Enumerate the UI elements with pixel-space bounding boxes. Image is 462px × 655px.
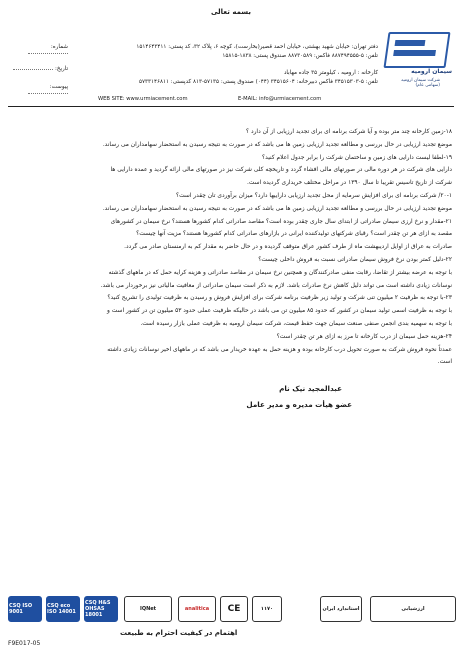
attachment-field (10, 84, 68, 96)
body-line: ۲۲-دلیل کمتر بودن نرخ فروش سیمان صادراتی نسبت به فروش داخلی چیست؟ (258, 256, 452, 263)
body-line: ۱۸-زمین کارخانه چند متر بوده و آیا شرکت برنامه ای برای تجدید ارزیابی از آن دارد ؟ (245, 129, 452, 135)
form-code: F9E017-05 (8, 640, 41, 647)
company-slogan: اهتمام در کیفیت احترام به طبیعت (120, 629, 238, 637)
number-label: شماره: (50, 44, 68, 50)
standard-1170-badge: ۱۱۷۰ (252, 596, 282, 622)
date-field (10, 66, 68, 72)
website: WEB SITE: www.urmiacement.com (98, 96, 188, 102)
body-line: ۲۴-هزینه حمل سیمان از درب کارخانه تا مرز به ازای هر تن چقدر است؟ (276, 333, 452, 340)
company-logo (386, 30, 452, 86)
body-line: ۱۹-لطفا لیست دارایی های زمین و ساختمان شرکت را برابر جدول اعلام کنید؟ (262, 154, 452, 161)
basmala-heading: بسمه تعالی (210, 8, 252, 16)
body-line: نوسانات زیادی داشته است می تواند دلیل کاهش نرخ صادرات باشد. لازم به ذکر است سیمان صادراتی از معافیت مالیاتی نیز برخوردار می باشد. (100, 282, 452, 289)
body-line: است. (437, 359, 452, 366)
email: E-MAIL: info@urmiacement.com (238, 96, 322, 102)
logo-company-subtitle: شرکت سیمان ارومیه (سهامی عام) (401, 78, 440, 88)
factory-phone: تلفن: ۵-۳۴۵۱۵۳۰۳ فاکس دبیرخانه: ۳۴۵۱۵۶۰۴ (۰۴۴) صندوق پستی: ۵۷۱۳۵-۸۱۳ کدپستی: ۵۷۳۳۱۴۶۸۱۱ (138, 79, 378, 85)
letter-body (10, 126, 452, 369)
csq-ohsas-badge: CSQ H&S OHSAS 18001 (84, 596, 118, 622)
number-field (10, 44, 68, 56)
iqnet-badge: IQNet (124, 596, 172, 622)
evaluation-badge: ارزشیابی (370, 596, 456, 622)
factory-address: کارخانه : ارومیه ، کیلومتر ۳۵ جاده مهاباد (283, 70, 378, 76)
header-divider (8, 106, 454, 107)
certification-logos (8, 596, 454, 624)
body-line: دارایی های شرکت در هر دوره مالی در صورتهای مالی افشاء گردد و تاریخچه کلی شرکت نیز در صورتهای مالی ارائه گردید و عمده دارایی ها (110, 167, 452, 174)
body-line: ۲۱-مقدار و نرخ ارزی سیمان صادراتی از ابتدای سال جاری چقدر بوده است؟ مقاصد صادراتی کدام کشورها هستند؟ نرخ سیمان در کشورهای (110, 218, 452, 225)
body-line: ۲۰-۱/ شرکت برنامه ای برای افزایش سرمایه از محل تجدید ارزیابی داراییها دارد؟ میزان برآوردی تان چقدر است؟ (175, 192, 452, 199)
body-line: عمدتاً نحوه فروش شرکت به صورت تحویل درب کارخانه بوده و هزینه حمل به عهده خریدار می باشد که در ماههای اخیر نوسانات زیادی داشته (107, 346, 452, 353)
body-line: شرکت از تاریخ تاسیس تقریبا تا سال ۱۳۹۰ در مراحل مختلف خریداری گردیده است. (246, 180, 452, 187)
body-line: با توجه به عرضه بیشتر از تقاضا، رقابت منفی صادرکنندگان و همچنین نرخ سیمان در مقاصد صادراتی و هزینه کرایه حمل که در ماههای گذشته (108, 269, 452, 276)
logo-mark-icon (383, 32, 450, 68)
analitica-badge: analitica (178, 596, 216, 622)
body-line: موضع تجدید ارزیابی در حال بررسی و مطالعه تجدید ارزیابی زمین ها می باشد که در صورت به نتیجه رسیدن به استحضار سهامداران می رساند. (102, 205, 452, 212)
date-label: تاریخ: (54, 66, 68, 72)
csq-iso14001-badge: CSQ eco ISO 14001 (46, 596, 80, 622)
body-line: مقصد به ازای هر تن چقدر است؟ رقبای شرکتهای تولیدکننده ایرانی در بازارهای صادراتی کدام کشورها هستند؟ مزیت آنها چیست؟ (136, 231, 452, 238)
body-line: ۲۳-با توجه به ظرفیت ۲ میلیون تنی شرکت و تولید زیر ظرفیت برنامه شرکت برای افزایش فروش و رسیدن به ظرفیت تولیدی را تشریح کنید؟ (107, 295, 452, 302)
signer-title: عضو هیأت مدیره و مدیر عامل (246, 400, 352, 409)
iran-standard-badge: استاندارد ایران (320, 596, 362, 622)
body-line: با توجه به ظرفیت اسمی تولید سیمان در کشور که حدود ۸۵ میلیون تن می باشد در حالیکه ظرفیت عملی حدود ۵۳ میلیون تن در کشور است و (107, 308, 452, 315)
signer-name: عبدالمجید نیک نام (279, 384, 342, 393)
body-line: صادرات به عراق از اوایل اردیبهشت ماه از طرف کشور عراق متوقف گردیده و در حال حاضر به مقدار کم به ارمنستان صادر می گردد. (124, 244, 452, 251)
logo-company-name: سیمان ارومیه (411, 68, 452, 75)
csq-iso9001-badge: CSQ ISO 9001 (8, 596, 42, 622)
body-line: با توجه به سهمیه بندی انجمن صنفی صنعت سیمان جهت حفظ قیمت، شرکت سیمان ارومیه به ظرفیت عملی بازار رسیده است. (140, 320, 452, 327)
body-line: موضع تجدید ارزیابی در حال بررسی و مطالعه تجدید ارزیابی زمین ها می باشد که در صورت به نتیجه رسیدن به استحضار سهامداران می رساند. (102, 141, 452, 148)
attachment-label: پیوست: (49, 84, 68, 90)
tehran-address: دفتر تهران: خیابان شهید بهشتی، خیابان احمد قصیر(بخارست)، کوچه ۶، پلاک ۳۲، کد پستی: ۱۵۱۴۶۴۳۴۱۱ (136, 44, 378, 50)
ce-mark-badge: CE (220, 596, 248, 622)
tehran-phone: تلفن: ۵-۸۸۷۴۹۴۵۵۵ فاکس: ۸۸۷۳۰۵۸۹ صندوق پستی: ۱۸۳۸-۱۵۸۱۵ (222, 53, 378, 59)
